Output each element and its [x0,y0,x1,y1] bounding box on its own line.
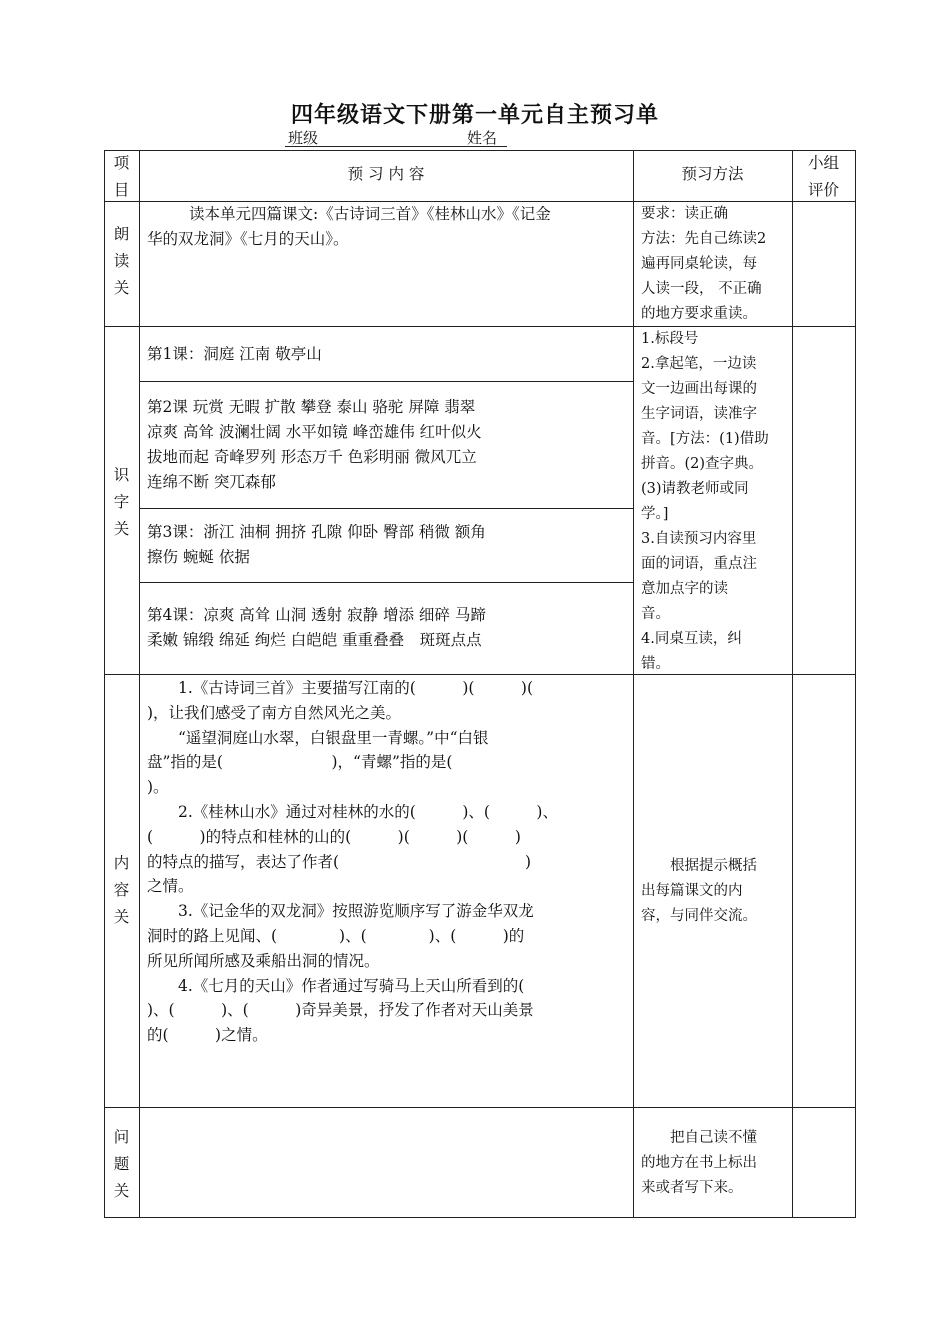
row-label-char: 字 [113,493,130,511]
question-line: 所见所闻所感及乘船出洞的情况。 [147,951,380,970]
question-line: ( )的特点和桂林的山的( )( )( ) [147,827,521,846]
row-label-char: 内 [113,854,130,872]
class-name-line [285,126,507,147]
method-line: 方法：先自己练读2 [641,231,767,247]
content-questions [147,676,629,1048]
method-line: 2.拿起笔，一边读 [641,356,757,372]
question-line: 的特点的描写，表达了作者( ) [147,852,532,871]
content-line: 柔嫩 锦缎 绵延 绚烂 白皑皑 重重叠叠 斑斑点点 [147,631,482,649]
row-label-char: 容 [113,881,130,899]
question-line: 的( )之情。 [147,1026,268,1045]
content-line: 擦伤 蜿蜒 依据 [147,548,250,566]
header-content: 预 习 内 容 [347,165,425,183]
header-method: 预习方法 [681,165,744,183]
method-line: 人读一段， 不正确 [641,281,762,297]
question-line: )。 [147,778,169,797]
header-eval [792,150,855,204]
content-line: 华的双龙洞》《七月的天山》。 [147,230,349,248]
question-line: 洞时的路上见闻、( )、( )、( )的 [147,926,525,945]
row-label-char: 关 [113,520,130,538]
method-line: 遍再同桌轮读，每 [641,256,757,272]
lesson-1-words [147,342,629,367]
row-label-char: 朗 [113,225,130,243]
method-line: 容，与同伴交流。 [641,908,757,924]
method-line: 把自己读不懂 [641,1130,757,1146]
method-line: 错。 [641,656,670,672]
method-line: 出每篇课文的内 [641,883,743,899]
method-line: 音。[方法：(1)借助 [641,431,769,447]
question-line: 4.《七月的天山》作者通过写骑马上天山所看到的( [147,976,525,995]
method-line: 面的词语，重点注 [641,556,757,572]
class-label: 班级 [288,129,319,147]
content-line: 第4课：凉爽 高耸 山洞 透射 寂静 增添 细碎 马蹄 [147,606,486,624]
page-title: 四年级语文下册第一单元自主预习单 [290,102,659,128]
method-line: 根据提示概括 [641,858,757,874]
lesson-4-words [147,603,629,653]
reading-method [641,202,791,327]
method-line: 3.自读预习内容里 [641,531,757,547]
content-line: 连绵不断 突兀森郁 [147,473,276,491]
row-label-reading [104,221,139,302]
question-line: )、( )、( )奇异美景，抒发了作者对天山美景 [147,1001,534,1020]
row-label-char: 关 [113,279,130,297]
question-line: 盘”指的是( )，“青螺”指的是( [147,753,453,772]
row-label-char: 关 [113,1182,130,1200]
row-label-char: 题 [113,1155,130,1173]
questions-method [641,1126,791,1201]
question-line: 1.《古诗词三首》主要描写江南的( )( )( [147,679,534,697]
name-label: 姓名 [467,129,498,147]
question-line: 2.《桂林山水》通过对桂林的水的( )、( )、 [147,802,558,821]
header-eval-line: 评价 [807,181,839,199]
method-line: 4.同桌互读，纠 [641,631,742,647]
row-label-questions [104,1124,139,1205]
content-line: 读本单元四篇课文:《古诗词三首》《桂林山水》《记金 [189,205,551,223]
content-line: 凉爽 高耸 波澜壮阔 水平如镜 峰峦雄伟 红叶似火 [147,423,482,441]
content-line: 第1课：洞庭 江南 敬亭山 [147,345,322,363]
row-label-characters [104,462,139,543]
row-label-char: 问 [113,1128,130,1146]
row-label-char: 读 [113,252,130,270]
method-line: 意加点字的读 [641,581,728,597]
content-line: 第2课 玩赏 无暇 扩散 攀登 泰山 骆驼 屏障 翡翠 [147,398,476,416]
content-line: 第3课：浙江 油桐 拥挤 孔隙 仰卧 臀部 稍微 额角 [147,523,486,541]
header-item [104,150,139,204]
method-line: 学。] [641,506,669,522]
method-line: 的地方在书上标出 [641,1155,757,1171]
row-label-char: 关 [113,908,130,926]
method-line: 拼音。(2)查字典。 [641,456,764,472]
method-line: 1.标段号 [641,331,699,347]
header-item-line: 目 [113,181,130,199]
method-line: 生字词语，读准字 [641,406,757,422]
method-line: (3)请教老师或同 [641,481,749,497]
method-line: 的地方要求重读。 [641,306,757,322]
method-line: 来或者写下来。 [641,1180,743,1196]
question-line: 之情。 [147,877,194,896]
question-line: 3.《记金华的双龙洞》按照游览顺序写了游金华双龙 [147,902,534,921]
content-line: 拔地而起 奇峰罗列 形态万千 色彩明丽 微风兀立 [147,448,477,466]
row-label-content [104,850,139,931]
row-label-char: 识 [113,466,130,484]
question-line: )，让我们感受了南方自然风光之美。 [147,703,402,722]
lesson-2-words [147,395,629,495]
method-line: 音。 [641,606,670,622]
reading-content [147,202,629,252]
characters-method [641,327,791,677]
method-line: 文一边画出每课的 [641,381,757,397]
content-method [641,854,791,929]
header-eval-line: 小组 [807,154,839,172]
method-line: 要求：读正确 [641,206,728,222]
lesson-3-words [147,520,629,570]
question-line: “遥望洞庭山水翠，白银盘里一青螺。”中“白银 [147,728,489,747]
header-item-line: 项 [113,154,130,172]
